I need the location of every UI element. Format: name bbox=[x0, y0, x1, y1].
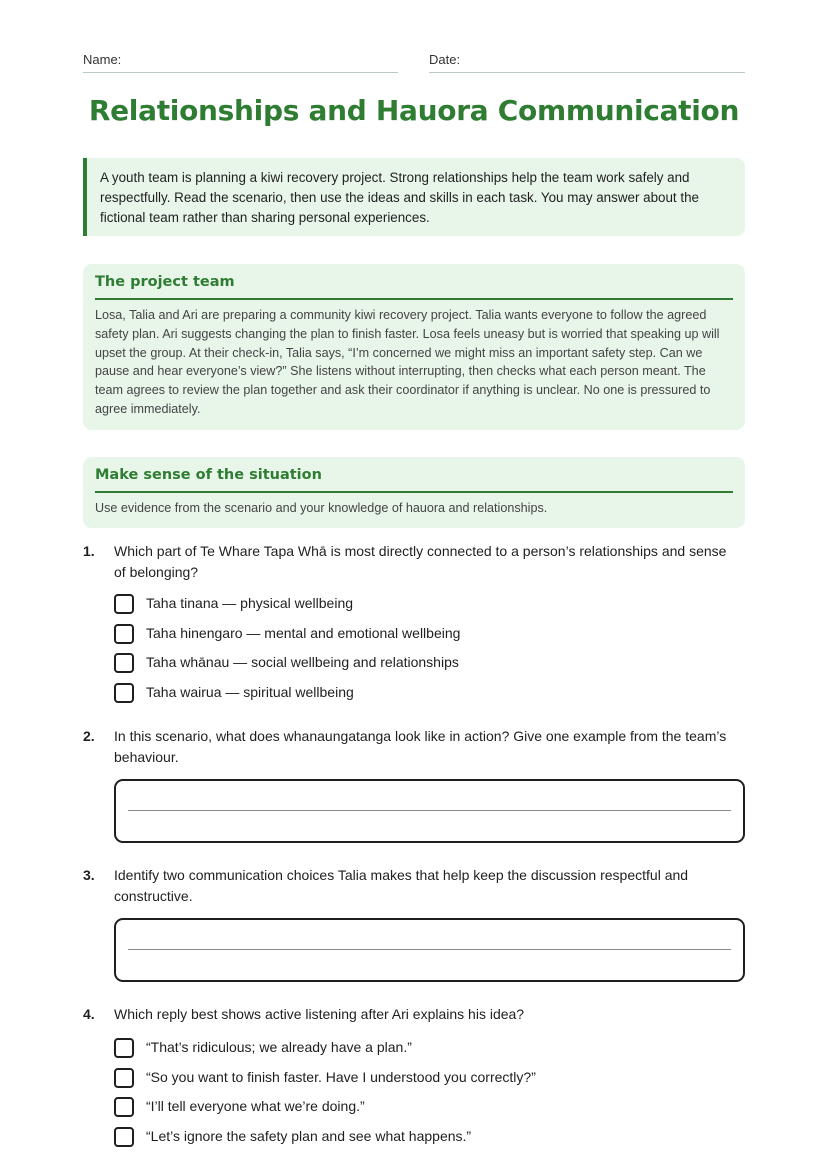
answer-line bbox=[128, 810, 731, 811]
option-label: “I’ll tell everyone what we’re doing.” bbox=[146, 1098, 365, 1115]
checkbox[interactable] bbox=[114, 1068, 134, 1088]
question-number: 2. bbox=[83, 728, 95, 744]
checkbox[interactable] bbox=[114, 594, 134, 614]
checkbox[interactable] bbox=[114, 683, 134, 703]
option-label: Taha wairua — spiritual wellbeing bbox=[146, 683, 354, 700]
option-label: “So you want to finish faster. Have I understood you correctly?” bbox=[146, 1068, 536, 1085]
question-text: Identify two communication choices Talia makes that help keep the discussion respectful and constructive. bbox=[114, 867, 689, 904]
option-item[interactable] bbox=[114, 1095, 734, 1125]
checkbox[interactable] bbox=[114, 1127, 134, 1147]
name-date-row bbox=[83, 52, 745, 74]
instructions-panel bbox=[83, 457, 745, 528]
checkbox[interactable] bbox=[114, 1038, 134, 1058]
checkbox[interactable] bbox=[114, 1097, 134, 1117]
instructions-text: Use evidence from the scenario and your knowledge of hauora and relationships. bbox=[95, 501, 548, 515]
checkbox[interactable] bbox=[114, 624, 134, 644]
question-1-options bbox=[114, 592, 734, 710]
name-field[interactable] bbox=[83, 52, 398, 73]
option-label: “That’s ridiculous; we already have a plan.” bbox=[146, 1039, 412, 1055]
option-item[interactable] bbox=[114, 592, 734, 622]
option-item[interactable] bbox=[114, 1066, 734, 1096]
option-item[interactable] bbox=[114, 651, 734, 681]
answer-box[interactable] bbox=[114, 918, 745, 982]
question-number: 4. bbox=[83, 1006, 95, 1022]
checkbox[interactable] bbox=[114, 653, 134, 673]
option-label: Taha whānau — social wellbeing and relationships bbox=[146, 654, 459, 671]
intro-callout: A youth team is planning a kiwi recovery project. Strong relationships help the team work safely and respectfully. Read the scenario, then use the ideas and skills in each task. You may answer about the fictional team rather than sharing personal experiences. bbox=[83, 158, 745, 236]
question-text: In this scenario, what does whanaungatanga look like in action? Give one example from the team’s behaviour. bbox=[114, 728, 727, 765]
name-label: Name: bbox=[83, 52, 122, 67]
answer-box[interactable] bbox=[114, 779, 745, 843]
answer-line bbox=[128, 949, 731, 950]
option-item[interactable] bbox=[114, 1036, 734, 1066]
option-item[interactable] bbox=[114, 1125, 734, 1155]
option-item[interactable] bbox=[114, 622, 734, 652]
date-label: Date: bbox=[429, 52, 461, 67]
option-label: Taha tinana — physical wellbeing bbox=[146, 595, 354, 611]
option-label: “Let’s ignore the safety plan and see what happens.” bbox=[146, 1127, 472, 1144]
page-title: Relationships and Hauora Communication bbox=[88, 94, 740, 127]
option-label: Taha hinengaro — mental and emotional wellbeing bbox=[146, 624, 461, 641]
question-number: 3. bbox=[83, 867, 95, 883]
question-number: 1. bbox=[83, 543, 95, 559]
option-item[interactable] bbox=[114, 681, 734, 711]
question-4-options bbox=[114, 1036, 734, 1154]
scenario-heading: The project team bbox=[95, 274, 733, 300]
question-text: Which reply best shows active listening after Ari explains his idea? bbox=[114, 1006, 525, 1022]
instructions-heading: Make sense of the situation bbox=[95, 467, 733, 493]
scenario-text: Losa, Talia and Ari are preparing a community kiwi recovery project. Talia wants everyone to follow the agreed safety plan. Ari suggests changing the plan to finish faster. Losa feels uneasy but is worried that speaking up will upset the group. At their check-in, Talia says, “I’m concerned we might miss an important safety step. Can we pause and hear everyone’s view?” She listens without interrupting, then checks what each person meant. The team agrees to review the plan together and ask their coordinator if anything is unclear. No one is pressured to agree immediately. bbox=[95, 308, 720, 416]
date-field[interactable] bbox=[429, 52, 745, 73]
question-text: Which part of Te Whare Tapa Whā is most directly connected to a person’s relationships and sense of belonging? bbox=[114, 543, 727, 580]
scenario-panel bbox=[83, 264, 745, 430]
